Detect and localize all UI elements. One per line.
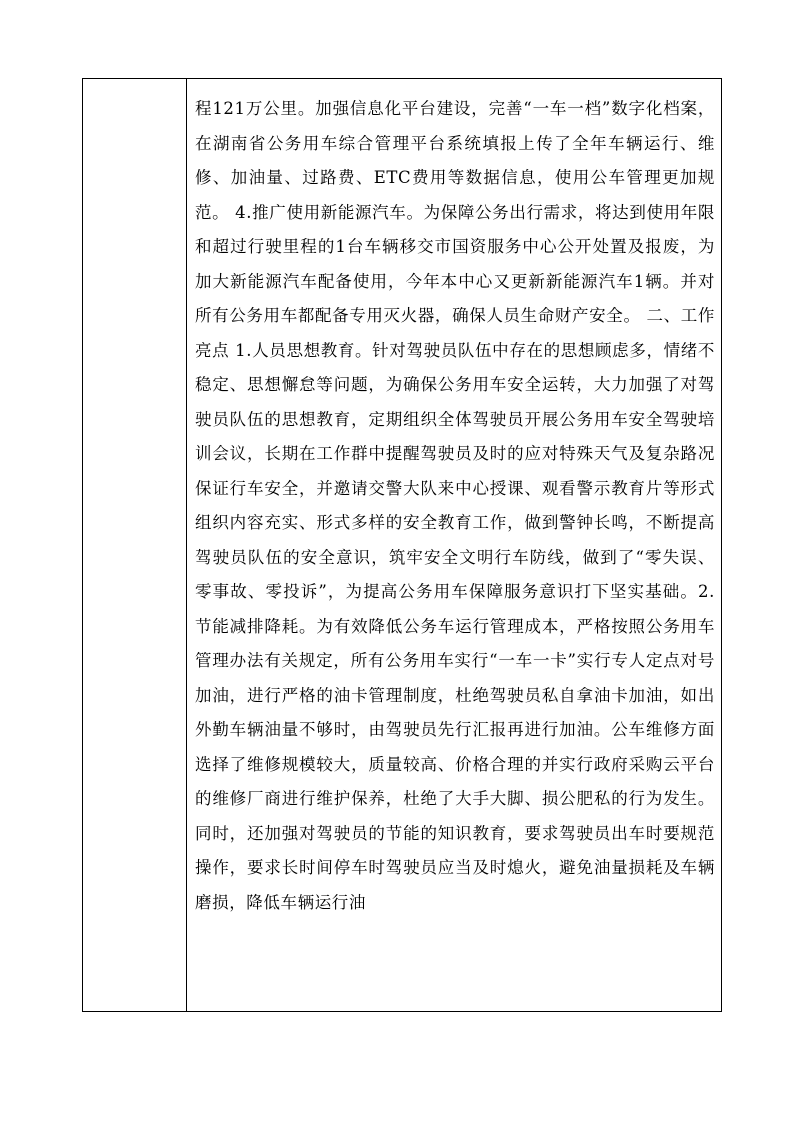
report-body-text: 程121万公里。加强信息化平台建设，完善“一车一档”数字化档案，在湖南省公务用车综合管理平台系统填报上传了全年车辆运行、维修、加油量、过路费、ETC费用等数据信息，使用公车管理更加规范。 4.推广使用新能源汽车。为保障公务出行需求，将达到使用年限和超过行驶里程的1台车辆移交市国资服务中心公开处置及报废，为加大新能源汽车配备使用，今年本中心又更新新能源汽车1辆。并对所有公务用车都配备专用灭火器，确保人员生命财产安全。 二、工作亮点 1.人员思想教育。针对驾驶员队伍中存在的思想顾虑多，情绪不稳定、思想懈怠等问题，为确保公务用车安全运转，大力加强了对驾驶员队伍的思想教育，定期组织全体驾驶员开展公务用车安全驾驶培训会议，长期在工作群中提醒驾驶员及时的应对特殊天气及复杂路况保证行车安全，并邀请交警大队来中心授课、观看警示教育片等形式组织内容充实、形式多样的安全教育工作，做到警钟长鸣，不断提高驾驶员队伍的安全意识，筑牢安全文明行车防线，做到了“零失误、零事故、零投诉”，为提高公务用车保障服务意识打下坚实基础。2.节能减排降耗。为有效降低公务车运行管理成本，严格按照公务用车管理办法有关规定，所有公务用车实行“一车一卡”实行专人定点对号加油，进行严格的油卡管理制度，杜绝驾驶员私自拿油卡加油，如出外勤车辆油量不够时，由驾驶员先行汇报再进行加油。公车维修方面选择了维修规模较大，质量较高、价格合理的并实行政府采购云平台的维修厂商进行维护保养，杜绝了大手大脚、损公肥私的行为发生。同时，还加强对驾驶员的节能的知识教育，要求驾驶员出车时要规范操作，要求长时间停车时驾驶员应当及时熄火，避免油量损耗及车辆磨损，降低车辆运行油 — [195, 99, 715, 912]
table-label-column — [83, 79, 187, 1011]
document-table — [82, 78, 722, 1012]
table-content-cell — [187, 79, 721, 1011]
